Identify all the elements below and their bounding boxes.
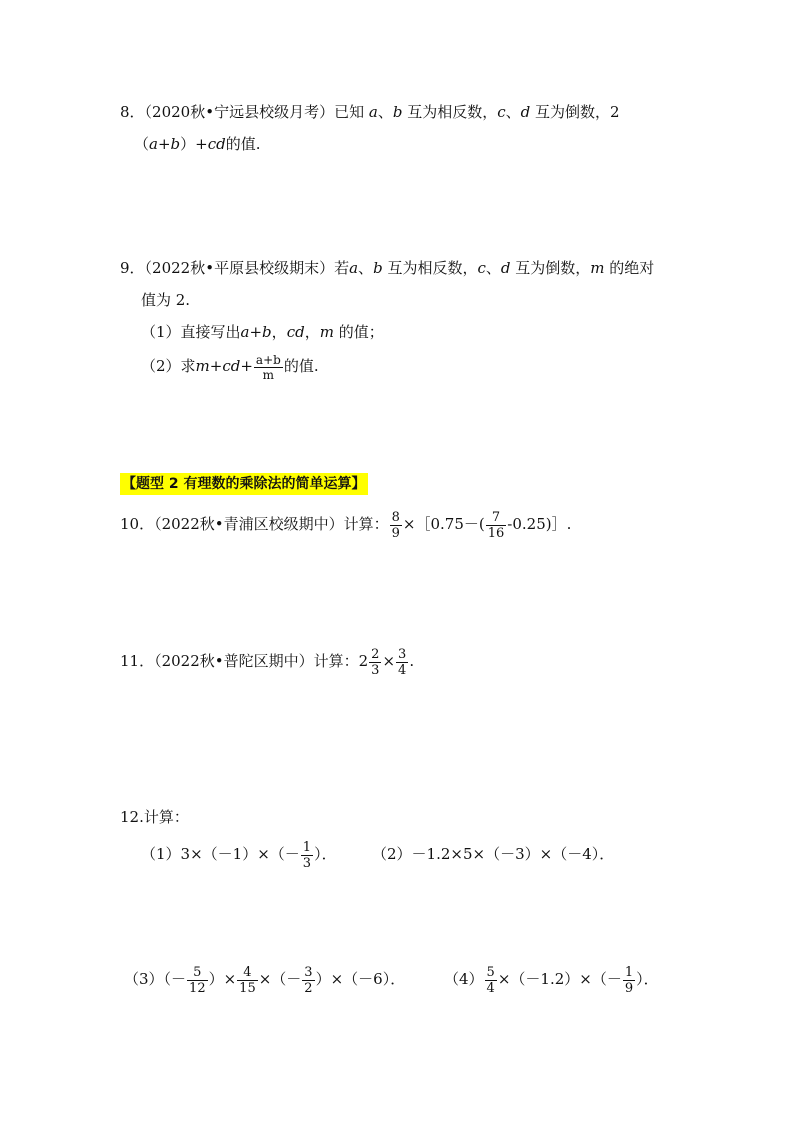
fraction-denominator: m	[262, 367, 275, 382]
question-number: 8．	[120, 103, 145, 121]
fraction	[187, 965, 208, 996]
question-9-part-2	[141, 352, 319, 382]
fraction	[301, 840, 313, 871]
var-c: c	[477, 259, 486, 277]
question-source: （2020秋•宁远县校级月考）	[144, 103, 335, 121]
fraction-numerator: 5	[486, 964, 495, 980]
question-12-part-3	[124, 962, 405, 996]
text: ×（－1.2）×（－	[497, 970, 622, 988]
text: -0.25)］.	[507, 515, 572, 533]
fraction-denominator: 4	[398, 662, 407, 678]
fraction-denominator: 15	[239, 980, 256, 996]
text: 的值；	[333, 323, 384, 341]
text: ，	[304, 323, 320, 341]
text: 、	[505, 103, 521, 121]
question-number: 10．	[120, 515, 155, 533]
text: 的绝对	[604, 259, 655, 277]
var-a: a	[349, 259, 359, 277]
text: 、	[358, 259, 374, 277]
fraction	[485, 965, 497, 996]
text: （	[134, 135, 150, 153]
fraction-denominator: 16	[487, 525, 505, 541]
expr: m+cd+	[195, 357, 253, 375]
text: 计算：	[143, 808, 189, 826]
question-source: （2022秋•普陀区期中）	[154, 652, 314, 670]
var-d: d	[500, 259, 511, 277]
text: 若	[334, 259, 350, 277]
fraction	[302, 965, 314, 996]
part-label: （1）直接写出	[141, 323, 241, 341]
fraction	[237, 965, 258, 996]
text: ，	[271, 323, 287, 341]
var-c: c	[497, 103, 506, 121]
text: ）．	[636, 970, 659, 988]
text: 计算：2	[313, 652, 369, 670]
text: （1）3×（－1）×（－	[141, 845, 300, 863]
text: ×（－	[258, 970, 302, 988]
question-9-part-1	[141, 322, 384, 342]
question-9-line-1	[120, 258, 654, 278]
var-b: b	[373, 259, 383, 277]
var-d: d	[520, 103, 531, 121]
text: ）．	[314, 845, 337, 863]
fraction-numerator: 1	[624, 964, 634, 980]
text: 的值.	[283, 357, 319, 375]
expr-a-plus-b: a+b	[149, 135, 181, 153]
question-8-line-2	[134, 134, 261, 154]
text: .	[409, 652, 415, 670]
var-a: a	[368, 103, 378, 121]
question-9-line-2: 值为 2.	[141, 291, 191, 309]
text: ）×（－6）．	[315, 970, 406, 988]
fraction	[369, 647, 381, 678]
fraction-denominator: 4	[486, 980, 495, 996]
text: 、	[377, 103, 393, 121]
question-12-part-2: （2）－1.2×5×（－3）×（－4）．	[372, 845, 615, 863]
text: 互为倒数，2	[530, 103, 620, 121]
question-8-line-1	[120, 102, 620, 122]
question-10	[120, 508, 571, 541]
fraction-numerator: 3	[398, 646, 407, 662]
fraction-numerator: 5	[187, 965, 208, 981]
fraction-numerator: 4	[237, 965, 258, 981]
fraction	[396, 647, 408, 678]
text: 的值.	[225, 135, 261, 153]
fraction-denominator: 12	[189, 980, 206, 996]
expr-cd: cd	[286, 323, 305, 341]
question-11	[120, 645, 414, 678]
var-m: m	[590, 259, 605, 277]
fraction-denominator: 9	[624, 980, 634, 996]
fraction-denominator: 3	[302, 855, 312, 871]
text: 互为倒数，	[510, 259, 591, 277]
question-number: 12.	[120, 808, 144, 826]
question-number: 11．	[120, 652, 155, 670]
text: 互为相反数，	[382, 259, 478, 277]
text: ）+	[180, 135, 208, 153]
question-12-part-1	[141, 838, 337, 871]
text: 互为相反数，	[402, 103, 498, 121]
question-number: 9．	[120, 259, 145, 277]
question-12-title	[120, 807, 189, 827]
fraction-numerator: 8	[391, 509, 400, 525]
fraction	[390, 510, 402, 541]
expr-a-plus-b: a+b	[240, 323, 272, 341]
question-12-part-4	[444, 962, 659, 996]
text: ×	[382, 652, 396, 670]
fraction	[254, 353, 283, 382]
text: ×［0.75－(	[402, 515, 485, 533]
fraction-denominator: 3	[371, 662, 380, 678]
fraction-numerator: 7	[486, 510, 507, 526]
text: （4）	[444, 970, 484, 988]
text: ）×	[208, 970, 237, 988]
question-source: （2022秋•青浦区校级期中）	[154, 515, 344, 533]
text: （3）（－	[124, 970, 187, 988]
text: 已知	[334, 103, 365, 121]
fraction-denominator: 2	[304, 980, 313, 996]
text: 计算：	[343, 515, 389, 533]
fraction	[486, 510, 507, 541]
fraction-numerator: a+b	[255, 352, 281, 367]
fraction-denominator: 9	[391, 525, 400, 541]
fraction	[623, 965, 635, 996]
fraction-numerator: 3	[304, 964, 313, 980]
expr-cd: cd	[207, 135, 226, 153]
var-m: m	[319, 323, 334, 341]
question-source: （2022秋•平原县校级期末）	[144, 259, 335, 277]
part-label: （2）求	[141, 357, 196, 375]
section-title: 【题型 2 有理数的乘除法的简单运算】	[120, 473, 368, 495]
fraction-numerator: 1	[302, 839, 312, 855]
var-b: b	[392, 103, 403, 121]
fraction-numerator: 2	[371, 646, 380, 662]
text: 、	[485, 259, 501, 277]
